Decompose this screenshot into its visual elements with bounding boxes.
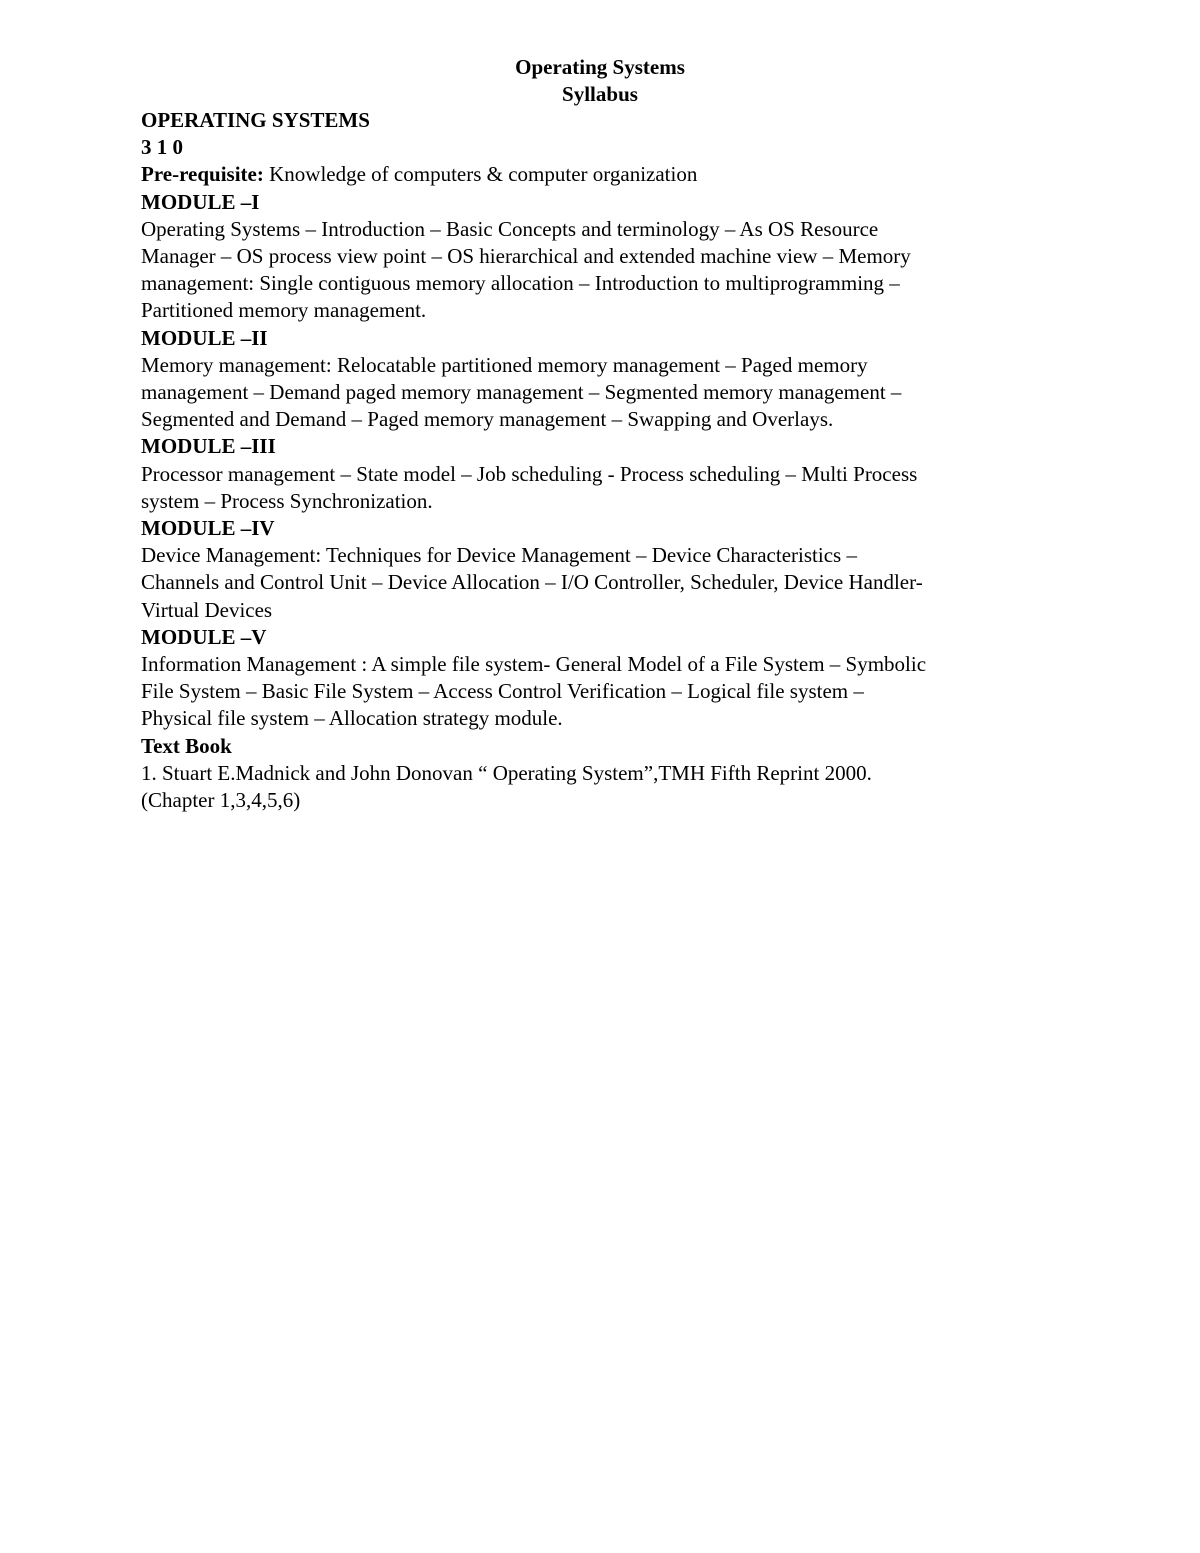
course-heading: OPERATING SYSTEMS: [141, 108, 370, 132]
module-line: Partitioned memory management.: [141, 298, 427, 323]
module-section: [141, 515, 1041, 624]
document-header: [0, 54, 1200, 108]
module-line: management – Demand paged memory management – Segmented memory management –: [141, 380, 902, 405]
module-line: Memory management: Relocatable partitioned memory management – Paged memory: [141, 352, 868, 377]
module-section: [141, 433, 1041, 515]
module-line: Virtual Devices: [141, 597, 273, 622]
module-line: Manager – OS process view point – OS hierarchical and extended machine view – Memory: [141, 244, 911, 269]
module-line: Information Management : A simple file system- General Model of a File System – Symbolic: [141, 652, 927, 677]
module-heading: MODULE –V: [141, 624, 267, 649]
module-heading: MODULE –II: [141, 325, 268, 350]
prerequisite-text: Knowledge of computers & computer organization: [263, 162, 698, 187]
prerequisite-label: Pre-requisite:: [141, 162, 264, 187]
module-line: Processor management – State model – Job scheduling - Process scheduling – Multi Process: [141, 461, 918, 486]
module-line: Device Management: Techniques for Device Management – Device Characteristics –: [141, 543, 857, 568]
prerequisite-line: [141, 161, 1041, 188]
text-book-section: [141, 733, 1041, 815]
document-title: Operating Systems: [515, 55, 685, 79]
module-section: [141, 189, 1041, 325]
module-heading: MODULE –IV: [141, 516, 275, 541]
text-book-line: (Chapter 1,3,4,5,6): [141, 788, 301, 813]
module-line: Operating Systems – Introduction – Basic Concepts and terminology – As OS Resource: [141, 216, 879, 241]
module-line: management: Single contiguous memory allocation – Introduction to multiprogramming –: [141, 271, 900, 296]
module-line: Channels and Control Unit – Device Allocation – I/O Controller, Scheduler, Device Handler-: [141, 570, 923, 595]
text-book-line: 1. Stuart E.Madnick and John Donovan “ Operating System”,TMH Fifth Reprint 2000.: [141, 760, 872, 785]
credits: 3 1 0: [141, 135, 183, 160]
text-book-heading: Text Book: [141, 733, 232, 758]
module-line: File System – Basic File System – Access Control Verification – Logical file system –: [141, 679, 864, 704]
module-heading: MODULE –I: [141, 189, 260, 214]
module-section: [141, 325, 1041, 434]
module-line: Segmented and Demand – Paged memory management – Swapping and Overlays.: [141, 407, 834, 432]
document-subtitle: Syllabus: [562, 82, 638, 106]
module-heading: MODULE –III: [141, 434, 276, 459]
syllabus-body: [141, 107, 1041, 814]
module-line: system – Process Synchronization.: [141, 488, 433, 513]
module-section: [141, 624, 1041, 733]
module-line: Physical file system – Allocation strategy module.: [141, 706, 563, 731]
